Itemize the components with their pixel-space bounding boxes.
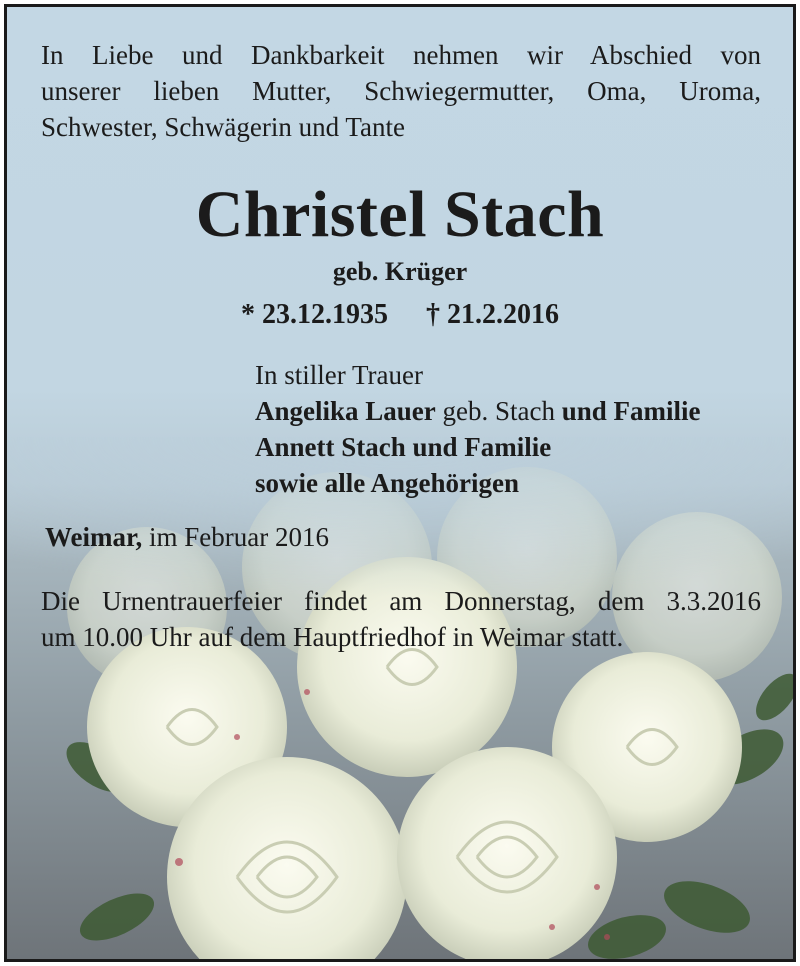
life-dates — [7, 299, 793, 331]
date: im Februar 2016 — [142, 522, 329, 552]
mourner-line — [255, 393, 701, 429]
birth-date: * 23.12.1935 — [241, 299, 388, 330]
mourner-name: Angelika Lauer — [255, 396, 436, 426]
mourner-family: und Familie — [561, 396, 701, 426]
place: Weimar, — [45, 522, 143, 552]
white-roses-image — [7, 437, 793, 959]
intro-text — [41, 37, 761, 145]
obituary-card — [4, 4, 796, 962]
intro-line: unserer lieben Mutter, Schwiegermutter, Oma, Uroma, — [41, 76, 761, 106]
mourner-maiden: geb. Stach — [435, 396, 562, 426]
place-date — [45, 522, 329, 553]
deceased-name: Christel Stach — [195, 178, 605, 251]
service-notice — [41, 583, 761, 655]
mourning-heading: In stiller Trauer — [255, 360, 423, 390]
mourner-line: Annett Stach und Familie — [255, 432, 552, 462]
mourner-line: sowie alle Angehörigen — [255, 468, 519, 498]
mourners-block — [255, 357, 701, 501]
maiden-name: geb. Krüger — [332, 257, 468, 286]
intro-line: Schwester, Schwägerin und Tante — [41, 112, 405, 142]
service-line: um 10.00 Uhr auf dem Hauptfriedhof in Weimar statt. — [41, 622, 624, 652]
death-date: † 21.2.2016 — [426, 299, 559, 330]
service-line: Die Urnentrauerfeier findet am Donnerstag, dem 3.3.2016 — [41, 586, 761, 616]
intro-line: In Liebe und Dankbarkeit nehmen wir Abschied von — [41, 40, 761, 70]
